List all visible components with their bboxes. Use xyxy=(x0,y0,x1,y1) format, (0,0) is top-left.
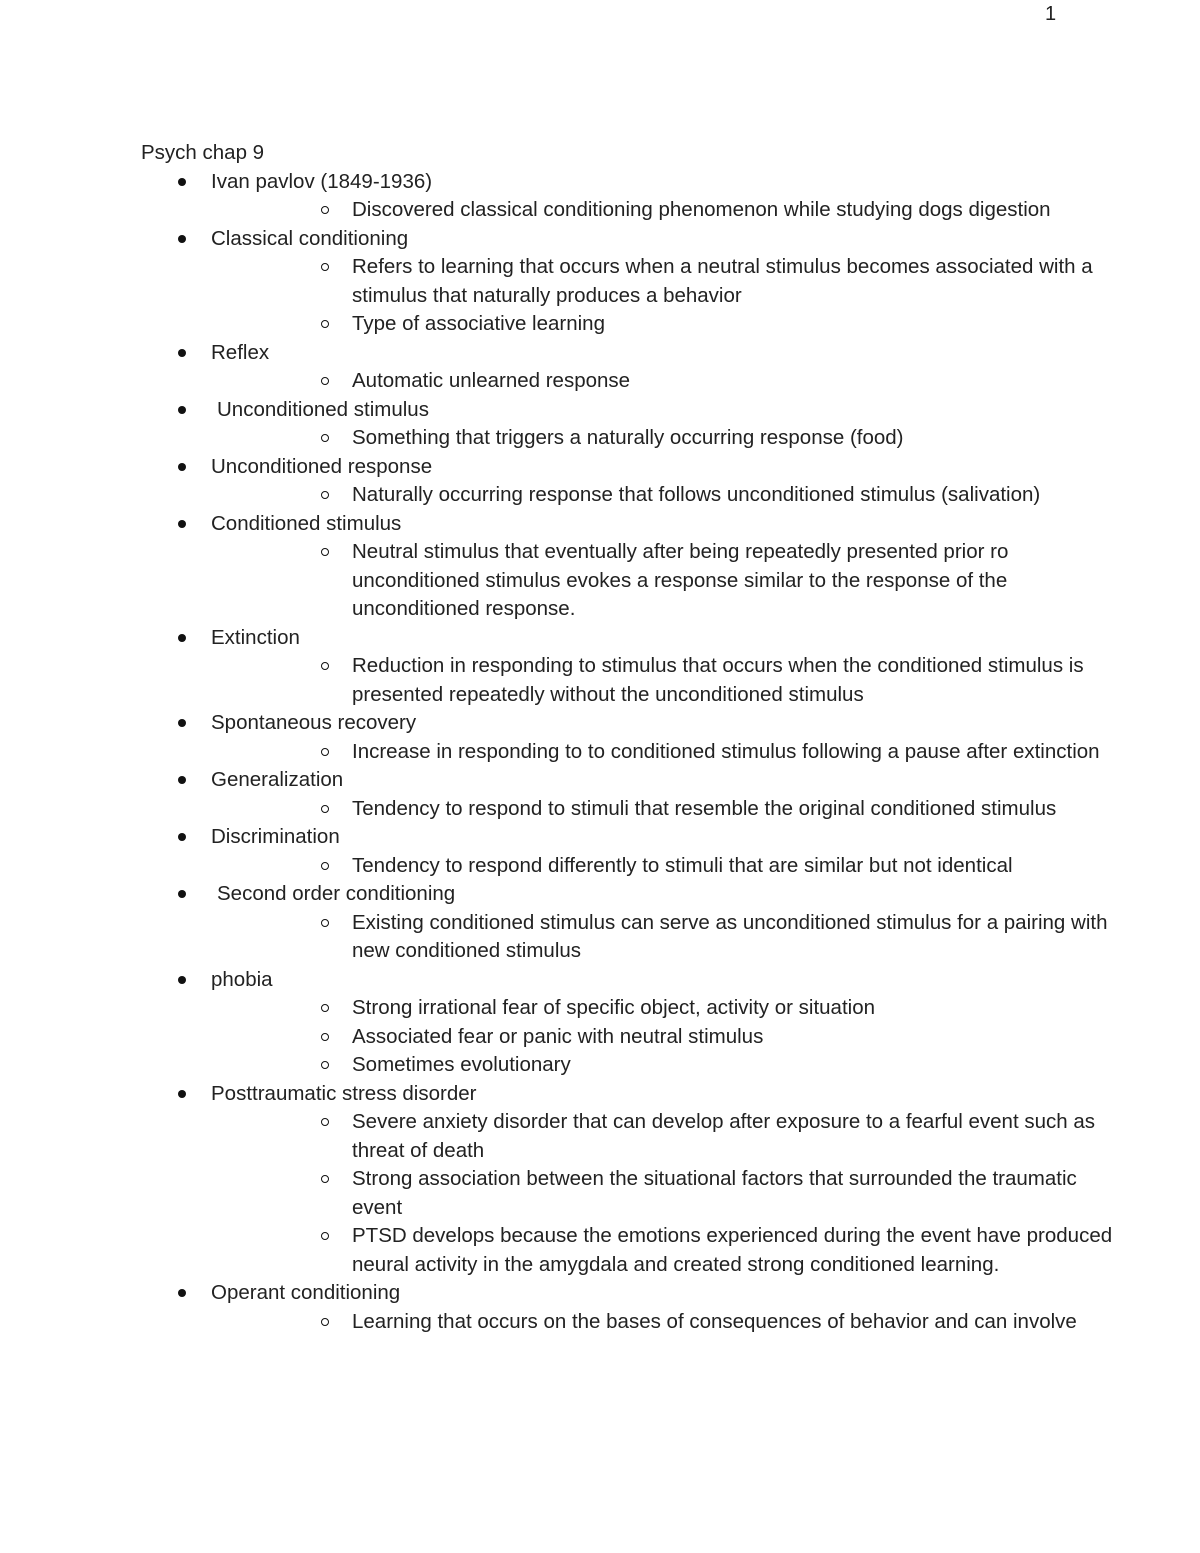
point-list xyxy=(211,253,1093,339)
topic-label: Posttraumatic stress disorder xyxy=(211,1081,477,1105)
hollow-bullet-icon xyxy=(321,320,329,328)
topic-list xyxy=(141,168,1113,1337)
point-list xyxy=(211,738,1100,767)
point-text: Automatic unlearned response xyxy=(352,369,631,392)
bullet-icon xyxy=(178,178,186,186)
point-item xyxy=(211,994,1125,1023)
hollow-bullet-icon xyxy=(321,919,329,927)
point-item xyxy=(211,424,1125,453)
bullet-icon xyxy=(178,235,186,243)
hollow-bullet-icon xyxy=(321,1118,329,1126)
hollow-bullet-icon xyxy=(321,434,329,442)
point-item xyxy=(211,1222,1125,1279)
point-list xyxy=(211,1308,1077,1337)
document-body xyxy=(141,139,1113,1336)
hollow-bullet-icon xyxy=(321,862,329,870)
point-text: Reduction in responding to stimulus that occurs when the conditioned stimulus is presented repeatedly without the unconditioned stimulus xyxy=(352,654,1084,706)
point-item xyxy=(211,652,1125,709)
point-item xyxy=(211,481,1125,510)
point-text: Neutral stimulus that eventually after being repeatedly presented prior ro unconditioned stimulus evokes a response similar to the response of the unconditioned response. xyxy=(352,540,1009,620)
point-list xyxy=(211,795,1061,824)
point-item xyxy=(211,1108,1125,1165)
topic-item xyxy=(141,453,1061,510)
bullet-icon xyxy=(178,406,186,414)
topic-label: Discrimination xyxy=(211,825,340,848)
topic-item xyxy=(141,225,1093,339)
bullet-icon xyxy=(178,634,186,642)
topic-item xyxy=(141,510,1061,624)
bullet-icon xyxy=(178,349,186,357)
point-text: Refers to learning that occurs when a neutral stimulus becomes associated with a stimulus that naturally produces a behavior xyxy=(352,255,1093,307)
point-item xyxy=(211,1165,1125,1222)
point-list xyxy=(211,652,1084,709)
hollow-bullet-icon xyxy=(321,1004,329,1012)
topic-item xyxy=(141,766,1061,823)
bullet-icon xyxy=(178,833,186,841)
topic-item xyxy=(141,396,1061,453)
point-item xyxy=(211,310,1125,339)
page-number: 1 xyxy=(1045,3,1057,25)
point-text: Discovered classical conditioning phenomenon while studying dogs digestion xyxy=(352,198,1051,221)
point-text: Tendency to respond to stimuli that resemble the original conditioned stimulus xyxy=(352,796,1057,820)
point-text: Increase in responding to to conditioned stimulus following a pause after extinction xyxy=(352,739,1100,763)
topic-label: phobia xyxy=(211,967,273,991)
hollow-bullet-icon xyxy=(321,662,329,670)
topic-item xyxy=(141,823,1061,880)
bullet-icon xyxy=(178,520,186,528)
hollow-bullet-icon xyxy=(321,377,329,385)
point-list xyxy=(211,367,1061,396)
point-list xyxy=(211,909,1108,966)
point-item xyxy=(211,738,1125,767)
hollow-bullet-icon xyxy=(321,1061,329,1069)
topic-label: Reflex xyxy=(211,340,270,364)
point-item xyxy=(211,1051,1125,1080)
topic-label: Unconditioned response xyxy=(211,454,433,478)
point-text: Strong association between the situational factors that surrounded the traumatic event xyxy=(352,1167,1077,1219)
hollow-bullet-icon xyxy=(321,491,329,499)
point-text: Strong irrational fear of specific object, activity or situation xyxy=(352,996,875,1019)
topic-item xyxy=(141,880,1108,966)
hollow-bullet-icon xyxy=(321,548,329,556)
bullet-icon xyxy=(178,890,186,898)
point-item xyxy=(211,253,1125,310)
point-item xyxy=(211,538,1125,624)
point-text: Existing conditioned stimulus can serve as unconditioned stimulus for a pairing with new conditioned stimulus xyxy=(352,910,1108,962)
topic-label: Extinction xyxy=(211,625,300,649)
point-text: Learning that occurs on the bases of consequences of behavior and can involve xyxy=(352,1309,1077,1333)
topic-label: Classical conditioning xyxy=(211,226,409,250)
hollow-bullet-icon xyxy=(321,1318,329,1326)
point-text: Something that triggers a naturally occurring response (food) xyxy=(352,426,904,449)
point-list xyxy=(211,994,1061,1080)
point-item xyxy=(211,795,1125,824)
topic-item xyxy=(141,966,1061,1080)
point-text: Type of associative learning xyxy=(352,312,605,335)
point-text: Tendency to respond differently to stimuli that are similar but not identical xyxy=(352,853,1013,877)
hollow-bullet-icon xyxy=(321,748,329,756)
topic-label: Second order conditioning xyxy=(217,882,456,905)
point-list xyxy=(211,424,1061,453)
point-list xyxy=(211,481,1061,510)
point-text: Sometimes evolutionary xyxy=(352,1053,571,1076)
hollow-bullet-icon xyxy=(321,805,329,813)
point-text: PTSD develops because the emotions experienced during the event have produced neural activity in the amygdala and created strong conditioned learning. xyxy=(352,1224,1113,1276)
bullet-icon xyxy=(178,776,186,784)
topic-label: Ivan pavlov (1849-1936) xyxy=(211,169,433,193)
bullet-icon xyxy=(178,1090,186,1098)
topic-item xyxy=(141,709,1100,766)
topic-item xyxy=(141,1080,1113,1280)
point-item xyxy=(211,1308,1125,1337)
point-list xyxy=(211,852,1061,881)
hollow-bullet-icon xyxy=(321,263,329,271)
point-list xyxy=(211,538,1061,624)
bullet-icon xyxy=(178,976,186,984)
point-list xyxy=(211,1108,1113,1279)
topic-item xyxy=(141,168,1061,225)
point-item xyxy=(211,909,1125,966)
point-item xyxy=(211,1023,1125,1052)
topic-label: Operant conditioning xyxy=(211,1281,401,1304)
hollow-bullet-icon xyxy=(321,1175,329,1183)
topic-label: Generalization xyxy=(211,768,344,791)
hollow-bullet-icon xyxy=(321,1033,329,1041)
bullet-icon xyxy=(178,719,186,727)
point-item xyxy=(211,196,1125,225)
topic-label: Conditioned stimulus xyxy=(211,511,402,535)
topic-label: Spontaneous recovery xyxy=(211,711,417,734)
topic-item xyxy=(141,1279,1077,1336)
point-text: Naturally occurring response that follows unconditioned stimulus (salivation) xyxy=(352,483,1041,506)
topic-item xyxy=(141,624,1084,710)
point-text: Associated fear or panic with neutral stimulus xyxy=(352,1024,764,1048)
hollow-bullet-icon xyxy=(321,1232,329,1240)
point-item xyxy=(211,367,1125,396)
topic-label: Unconditioned stimulus xyxy=(217,397,429,421)
topic-item xyxy=(141,339,1061,396)
point-list xyxy=(211,196,1061,225)
point-text: Severe anxiety disorder that can develop after exposure to a fearful event such as threat of death xyxy=(352,1110,1095,1162)
hollow-bullet-icon xyxy=(321,206,329,214)
point-item xyxy=(211,852,1125,881)
bullet-icon xyxy=(178,1289,186,1297)
document-title: Psych chap 9 xyxy=(141,141,265,164)
bullet-icon xyxy=(178,463,186,471)
